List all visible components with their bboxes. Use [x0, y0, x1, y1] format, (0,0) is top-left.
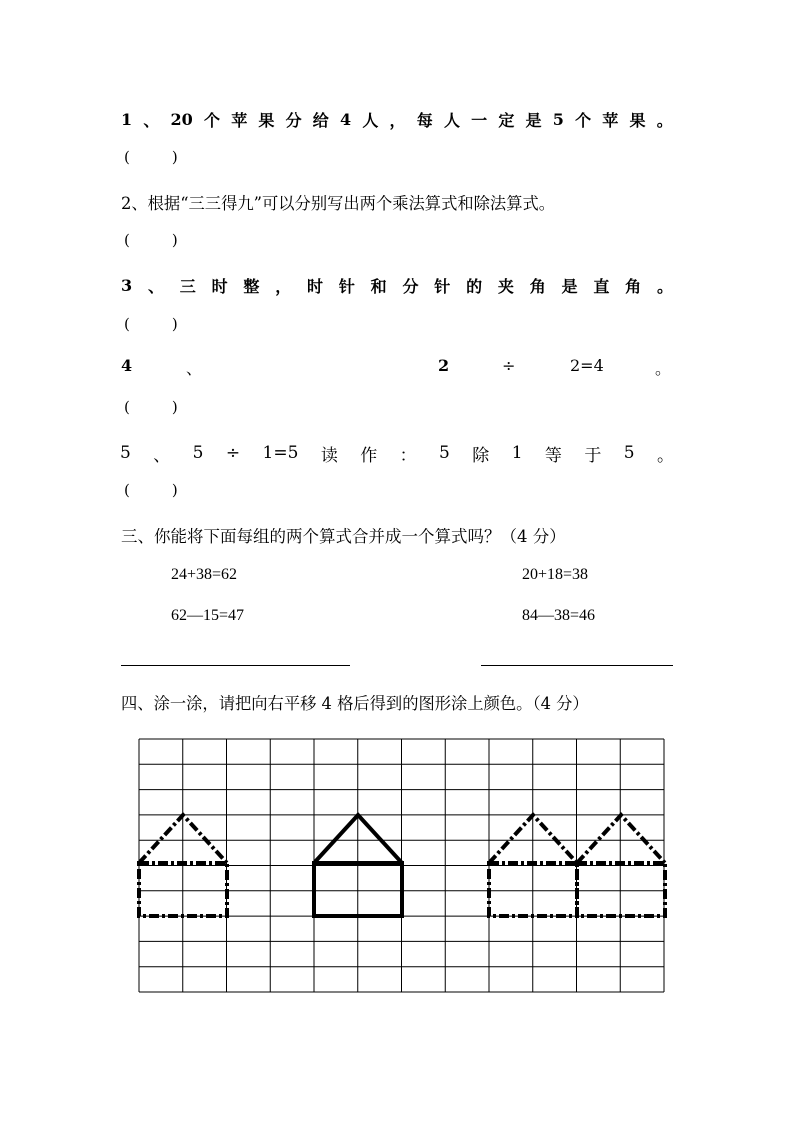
- answer-bracket-2[interactable]: ( ): [124, 231, 178, 249]
- question-token: 于: [584, 445, 602, 466]
- question-token: 分: [402, 276, 419, 296]
- question-token: ，: [275, 276, 292, 296]
- question-token: 时: [211, 276, 228, 296]
- question-token: 。: [656, 110, 673, 130]
- question-token: 个: [203, 110, 220, 130]
- question-token: 20: [170, 109, 193, 129]
- answer-bracket-5[interactable]: ( ): [124, 481, 178, 499]
- equation-right-2: 84—38=46: [522, 607, 596, 624]
- question-token: 5: [439, 443, 450, 463]
- question-token: 、: [143, 110, 160, 130]
- question-token: 整: [243, 276, 260, 296]
- answer-bracket-1[interactable]: ( ): [124, 148, 178, 166]
- question-token: 5: [623, 443, 635, 463]
- question-token: 一: [471, 110, 488, 130]
- question-token: 是: [525, 110, 542, 130]
- question-token: 1: [121, 109, 133, 129]
- question-token: 直: [593, 276, 610, 296]
- question-token: 个: [575, 110, 592, 130]
- question-token: 针: [434, 276, 451, 296]
- question-token: 夹: [497, 276, 514, 296]
- section-4-title: 四、涂一涂，请把向右平移 4 格后得到的图形涂上颜色。（4 分）: [121, 694, 589, 713]
- question-token: 人: [362, 110, 379, 130]
- equation-right-1: 20+18=38: [522, 566, 589, 583]
- question-token: ，: [389, 110, 406, 130]
- question-token: 角: [625, 276, 642, 296]
- question-token: 果: [258, 110, 275, 130]
- question-token: 角: [529, 276, 546, 296]
- question-token: 作: [360, 445, 378, 466]
- question-token: ：: [399, 445, 417, 466]
- question-token: 1=5: [262, 443, 299, 463]
- question-token: 5: [192, 443, 204, 463]
- question-2: 2、根据“三三得九”可以分别写出两个乘法算式和除法算式。: [121, 194, 556, 213]
- question-token: 三: [179, 276, 196, 296]
- house-right-2-roof: [577, 815, 665, 863]
- question-token: 、: [147, 276, 164, 296]
- question-token: 苹: [231, 110, 248, 130]
- equation-left-2: 62—15=47: [171, 607, 245, 624]
- answer-bracket-3[interactable]: ( ): [124, 315, 178, 333]
- question-token: 4: [121, 356, 133, 375]
- question-token: 和: [370, 276, 387, 296]
- question-token: 5: [120, 443, 131, 463]
- question-token: 苹: [602, 110, 619, 130]
- question-token: 3: [121, 275, 133, 295]
- question-token: 、: [186, 359, 203, 378]
- equation-left-1: 24+38=62: [171, 566, 238, 583]
- question-token: 。: [656, 445, 674, 466]
- question-token: 除: [472, 445, 490, 466]
- question-token: 、: [153, 445, 171, 466]
- question-token: 每: [416, 110, 433, 130]
- question-token: 。: [656, 276, 673, 296]
- question-token: 给: [312, 110, 329, 130]
- question-token: 5: [552, 109, 564, 129]
- question-token: 4: [340, 109, 352, 129]
- section-3-title: 三、你能将下面每组的两个算式合并成一个算式吗？（4 分）: [121, 527, 566, 546]
- question-token: ÷: [502, 356, 516, 375]
- question-token: ÷: [225, 443, 241, 463]
- question-token: 分: [285, 110, 302, 130]
- question-token: 1: [511, 443, 523, 463]
- question-token: 2=4: [570, 356, 604, 375]
- house-right-2-body: [577, 863, 665, 916]
- question-token: 针: [338, 276, 355, 296]
- question-token: 2: [438, 356, 450, 375]
- question-token: 读: [320, 445, 338, 466]
- question-token: 等: [544, 445, 562, 466]
- question-token: 定: [498, 110, 515, 130]
- question-token: 是: [561, 276, 578, 296]
- answer-bracket-4[interactable]: ( ): [124, 398, 178, 416]
- question-token: 的: [466, 276, 483, 296]
- question-token: 人: [443, 110, 460, 130]
- question-token: 时: [307, 276, 324, 296]
- question-token: 果: [629, 110, 646, 130]
- question-token: 。: [655, 359, 672, 378]
